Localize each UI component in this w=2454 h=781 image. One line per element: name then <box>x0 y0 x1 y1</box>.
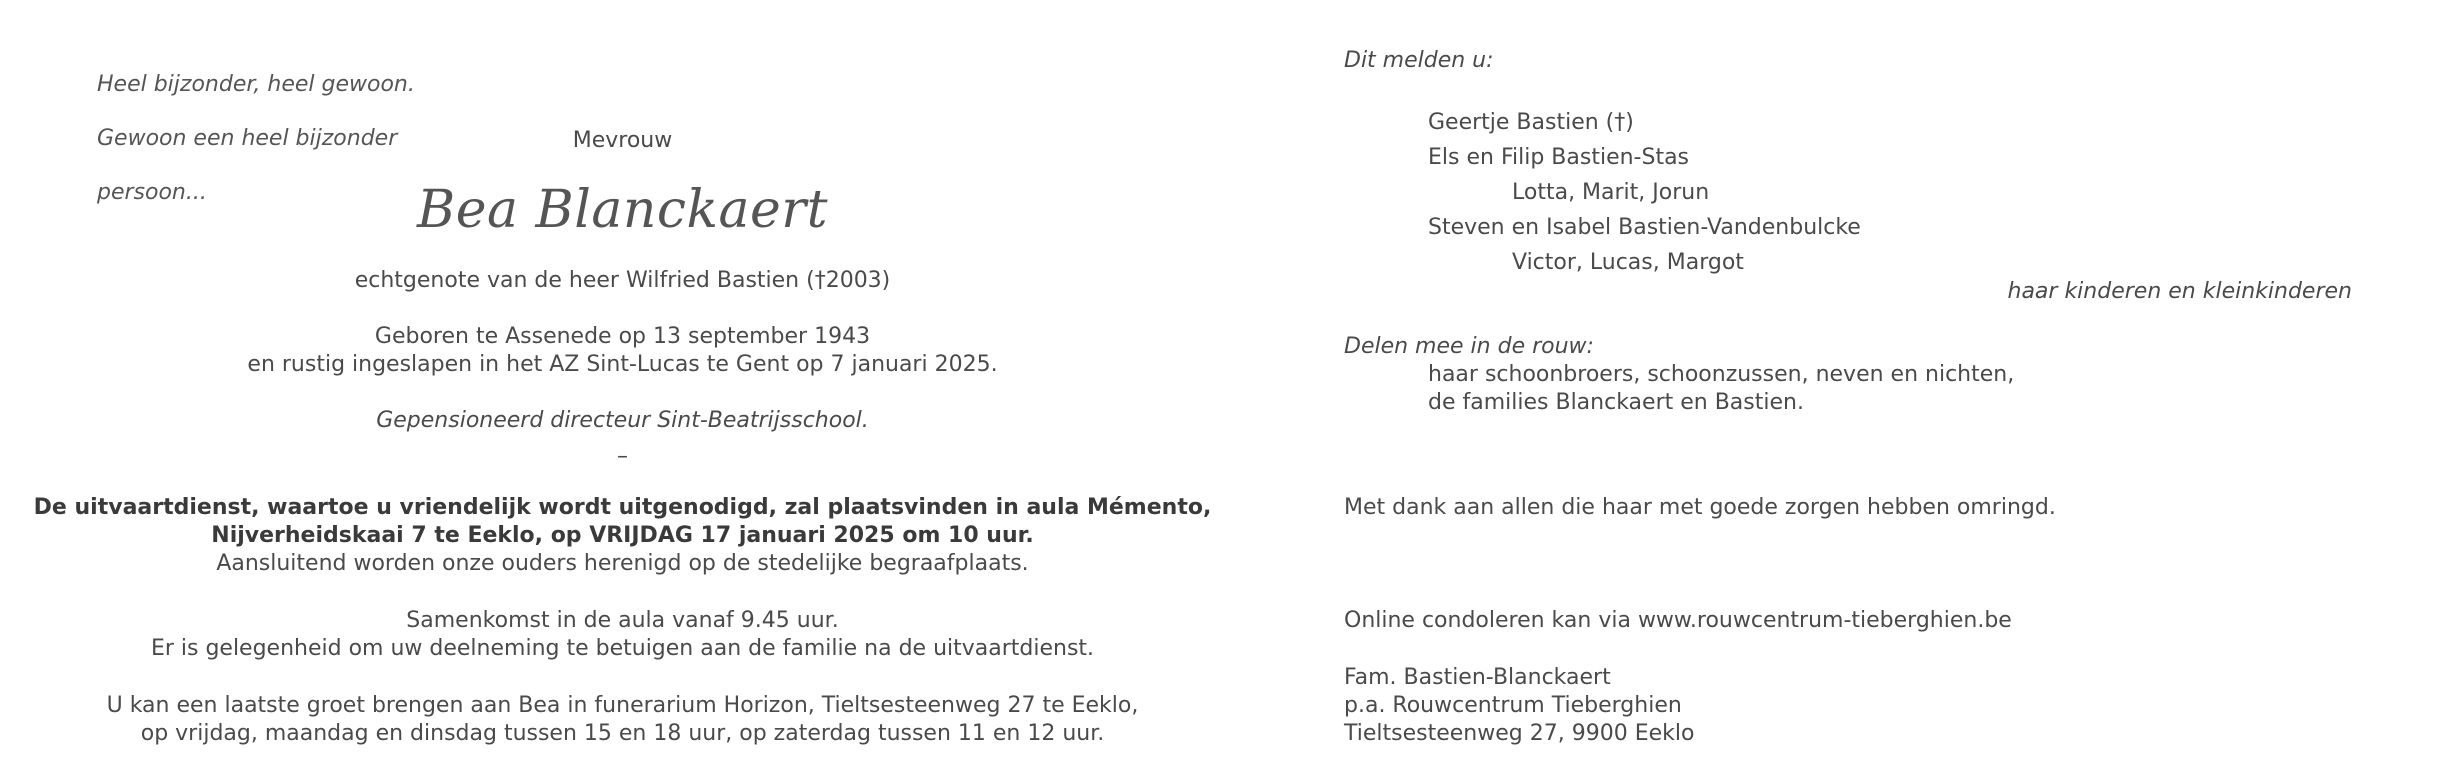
spouse-line: echtgenote van de heer Wilfried Bastien (†2003) <box>354 268 891 293</box>
meeting-line-2: Er is gelegenheid om uw deelneming te betuigen aan de familie na de uitvaartdienst. <box>150 636 1095 661</box>
share-line-1: haar schoonbroers, schoonzussen, neven en nichten, <box>1428 362 2015 387</box>
family-member: Steven en Isabel Bastien-Vandenbulcke <box>1428 215 1861 240</box>
family-member: Geertje Bastien (†) <box>1428 110 1634 135</box>
motto-line-2: Gewoon een heel bijzonder <box>97 126 398 151</box>
meeting-line-1: Samenkomst in de aula vanaf 9.45 uur. <box>406 608 839 633</box>
online-condolences: Online condoleren kan via www.rouwcentrum-tieberghien.be <box>1344 608 2012 633</box>
funeral-line-1: De uitvaartdienst, waartoe u vriendelijk wordt uitgenodigd, zal plaatsvinden in aula Mémento, <box>33 495 1212 520</box>
motto-line-3: persoon... <box>97 180 207 205</box>
address-line-3: Tieltsesteenweg 27, 9900 Eeklo <box>1344 721 1695 746</box>
address-line-2: p.a. Rouwcentrum Tieberghien <box>1344 693 1682 718</box>
address-line-1: Fam. Bastien-Blanckaert <box>1344 665 1611 690</box>
visit-line-1: U kan een laatste groet brengen aan Bea in funerarium Horizon, Tieltsesteenweg 27 te Eeklo, <box>106 693 1139 718</box>
share-line-2: de families Blanckaert en Bastien. <box>1428 390 1804 415</box>
profession-line: Gepensioneerd directeur Sint-Beatrijsschool. <box>376 408 869 433</box>
family-member: Els en Filip Bastien-Stas <box>1428 145 1690 170</box>
motto-line-1: Heel bijzonder, heel gewoon. <box>97 72 415 97</box>
visit-line-2: op vrijdag, maandag en dinsdag tussen 15 en 18 uur, op zaterdag tussen 11 en 12 uur. <box>140 721 1105 746</box>
divider: – <box>617 444 628 469</box>
share-title: Delen mee in de rouw: <box>1344 334 1594 359</box>
family-grandchildren: Lotta, Marit, Jorun <box>1512 180 1710 205</box>
funeral-line-3: Aansluitend worden onze ouders herenigd op de stedelijke begraafplaats. <box>216 551 1029 576</box>
announce-title: Dit melden u: <box>1344 48 1494 73</box>
salutation: Mevrouw <box>572 128 673 153</box>
deceased-name: Bea Blanckaert <box>416 180 828 240</box>
thanks-line: Met dank aan allen die haar met goede zorgen hebben omringd. <box>1344 495 2056 520</box>
died-line: en rustig ingeslapen in het AZ Sint-Lucas te Gent op 7 januari 2025. <box>247 352 998 377</box>
born-line: Geboren te Assenede op 13 september 1943 <box>374 324 871 349</box>
family-caption: haar kinderen en kleinkinderen <box>2007 279 2352 304</box>
funeral-line-2: Nijverheidskaai 7 te Eeklo, op VRIJDAG 17 januari 2025 om 10 uur. <box>211 523 1034 548</box>
family-grandchildren: Victor, Lucas, Margot <box>1512 250 1744 275</box>
